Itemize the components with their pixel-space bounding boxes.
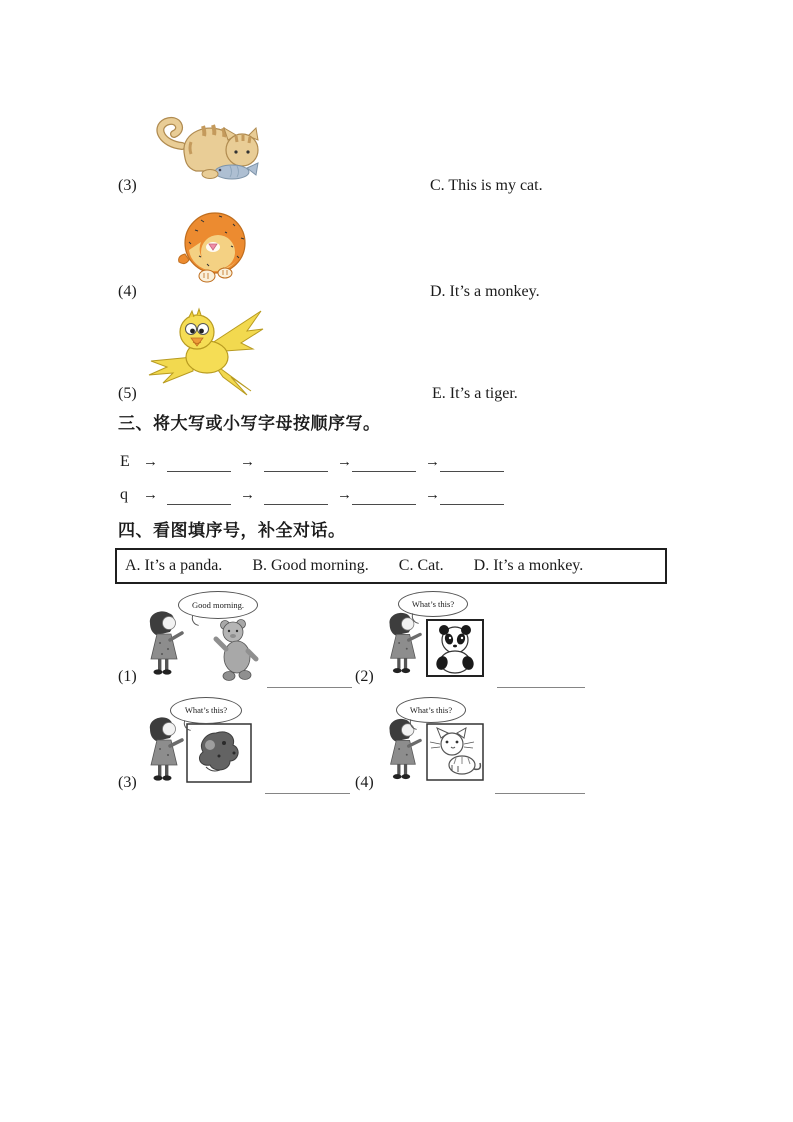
letter-row-q [120, 485, 504, 505]
dialogue-1-answer-blank [267, 667, 352, 688]
arrow-icon: → [425, 487, 440, 503]
dialogue-2-answer-blank [497, 667, 585, 688]
yellow-bird-image [147, 305, 265, 397]
item-3-number: (3) [118, 177, 137, 194]
answer-blank [352, 465, 416, 472]
answer-blank [440, 498, 504, 505]
start-letter-q: q [120, 486, 128, 503]
answer-options-box [115, 548, 667, 584]
option-d: D. It’s a monkey. [473, 557, 584, 574]
speech-bubble: What’s this? [398, 591, 468, 617]
match-option-c: C. This is my cat. [430, 177, 543, 194]
cat-with-fish-image [146, 110, 270, 184]
bear-figure [212, 617, 260, 683]
girl-figure [142, 607, 184, 679]
dialogue-scene-2 [382, 591, 488, 683]
arrow-icon: → [337, 487, 352, 503]
dialogue-scene-1 [140, 591, 262, 683]
item-4-number: (4) [118, 283, 137, 300]
arrow-icon: → [337, 454, 352, 470]
arrow-icon: → [425, 454, 440, 470]
section-3-title: 三、将大写或小写字母按顺序写。 [118, 414, 381, 433]
option-b: B. Good morning. [252, 557, 369, 574]
answer-blank [167, 498, 231, 505]
arrow-icon: → [240, 454, 255, 470]
option-a: A. It’s a panda. [125, 557, 223, 574]
arrow-icon: → [143, 454, 158, 470]
girl-figure [142, 713, 184, 785]
match-option-d: D. It’s a monkey. [430, 283, 540, 300]
dialogue-3-answer-blank [265, 773, 350, 794]
dialogue-4-number: (4) [355, 774, 374, 791]
dialogue-4-answer-blank [495, 773, 585, 794]
dialogue-3-number: (3) [118, 774, 137, 791]
speech-bubble: What’s this? [170, 697, 242, 724]
answer-blank [167, 465, 231, 472]
arrow-icon: → [143, 487, 158, 503]
answer-blank [352, 498, 416, 505]
dialogue-1-number: (1) [118, 668, 137, 685]
item-5-number: (5) [118, 385, 137, 402]
speech-bubble: What’s this? [396, 697, 466, 723]
answer-blank [264, 465, 328, 472]
answer-blank [440, 465, 504, 472]
option-c: C. Cat. [398, 557, 444, 574]
framed-panda-picture [426, 619, 484, 677]
dialogue-scene-3 [142, 697, 260, 789]
dialogue-scene-4 [382, 697, 488, 789]
speech-bubble: Good morning. [178, 591, 258, 619]
start-letter-E: E [120, 453, 130, 470]
match-option-e: E. It’s a tiger. [432, 385, 518, 402]
section-4-title: 四、看图填序号，补全对话。 [118, 521, 346, 540]
framed-monkey-picture [186, 723, 252, 783]
curled-tiger-image [171, 206, 257, 288]
arrow-icon: → [240, 487, 255, 503]
dialogue-2-number: (2) [355, 668, 374, 685]
answer-blank [264, 498, 328, 505]
letter-row-E [120, 452, 504, 472]
framed-cat-picture [426, 723, 484, 781]
